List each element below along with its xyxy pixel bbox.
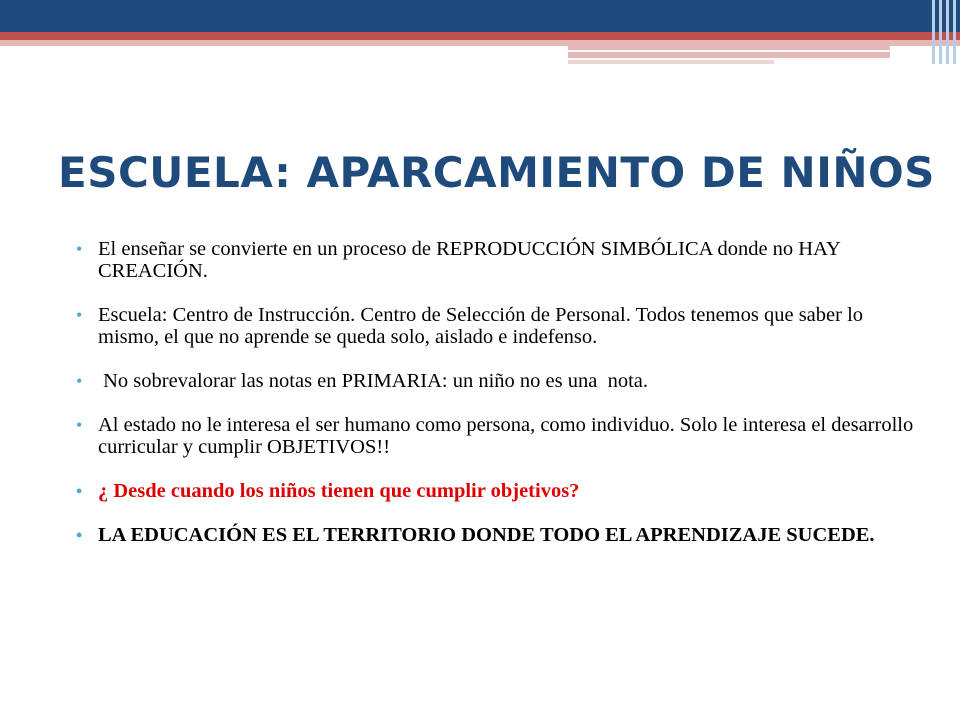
bullet-marker: • (76, 305, 83, 325)
bullet-item (74, 238, 914, 282)
header-stripe (939, 0, 942, 64)
bullet-item (74, 304, 914, 348)
header-decoration (0, 0, 960, 34)
header-stripe (946, 0, 949, 64)
bullet-marker: • (76, 481, 83, 501)
bullet-text: ¿ Desde cuando los niños tienen que cumplir objetivos? (98, 480, 580, 502)
header-blue-band (0, 0, 960, 32)
bullet-marker: • (76, 525, 83, 545)
bullet-item (74, 414, 914, 458)
bullet-text: Escuela: Centro de Instrucción. Centro de Selección de Personal. Todos tenemos que saber lo mismo, el que no aprende se queda solo, aislado e indefenso. (98, 304, 864, 348)
bullet-text: El enseñar se convierte en un proceso de REPRODUCCIÓN SIMBÓLICA donde no HAY CREACIÓN. (98, 238, 841, 282)
bullet-text: Al estado no le interesa el ser humano como persona, como individuo. Solo le interesa el desarrollo curricular y cumplir OBJETIVOS!! (98, 414, 914, 458)
bullet-text: No sobrevalorar las notas en PRIMARIA: un niño no es una nota. (98, 370, 648, 392)
header-accent-band-lower (568, 52, 890, 58)
bullet-list (74, 238, 914, 568)
bullet-item (74, 370, 914, 392)
bullet-text: LA EDUCACIÓN ES EL TERRITORIO DONDE TODO EL APRENDIZAJE SUCEDE. (98, 524, 875, 546)
slide-title: ESCUELA: APARCAMIENTO DE NIÑOS (58, 148, 935, 197)
bullet-marker: • (76, 371, 83, 391)
bullet-marker: • (76, 415, 83, 435)
bullet-item-bold (74, 524, 914, 546)
bullet-marker: • (76, 239, 83, 259)
header-stripe (953, 0, 956, 64)
header-stripe (932, 0, 935, 64)
header-stripes (928, 0, 960, 64)
bullet-item-highlight (74, 480, 914, 502)
header-accent-band-short (568, 60, 774, 64)
header-red-band (0, 32, 960, 40)
